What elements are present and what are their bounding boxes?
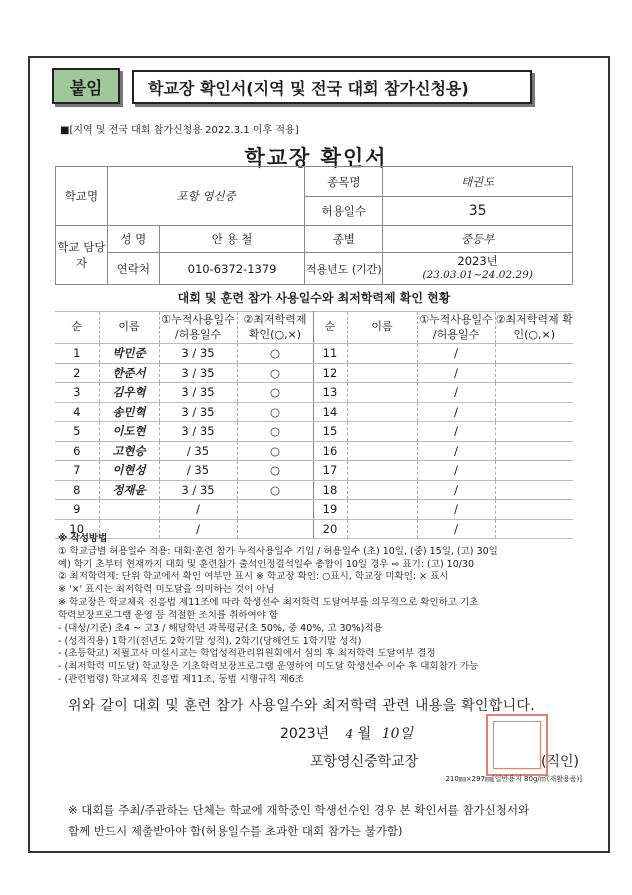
name-value: 안 용 철 [159,226,305,253]
table-row [55,363,573,383]
confirm-statement: 위와 같이 대회 및 훈련 참가 사용일수와 최저학력 관련 내용을 확인합니다. [68,698,535,714]
row-name-right [347,461,417,481]
table-row [55,422,573,442]
row-name: 한준서 [99,363,159,383]
row-check-right [495,500,573,520]
name-label: 성 명 [107,226,159,253]
period-value: (23.03.01~24.02.29) [422,269,533,282]
col-no: 순 [55,312,99,344]
col-no-right: 순 [313,312,347,344]
sport-value: 태권도 [383,167,573,197]
row-no-right: 13 [313,383,347,403]
category-value: 중등부 [383,226,573,253]
contact-value: 010-6372-1379 [159,253,305,285]
row-name: 김우혁 [99,383,159,403]
row-name-right [347,363,417,383]
footer-line-2: 함께 반드시 제출받아야 함(허용일수를 초과한 대회 참가는 불가함) [68,824,403,839]
row-days-right: / [417,383,495,403]
date-line [280,723,413,743]
row-days-right: / [417,519,495,539]
row-name-right [347,500,417,520]
row-name-right [347,402,417,422]
paper-spec: 210㎜×297㎜[일반용지 80g/㎡(재활용품)] [445,775,582,783]
row-no-right: 11 [313,344,347,364]
col-check-right: ②최저학력제 확인(○,×) [495,312,573,344]
row-days: 3 / 35 [159,344,237,364]
row-no: 3 [55,383,99,403]
row-check-right [495,402,573,422]
note-line: - (최저학력 미도달) 학교장은 기초학력보장프로그램 운영하여 미도달 학생선수 이수 후 대회참가 가능 [58,661,479,673]
row-no: 4 [55,402,99,422]
row-name: 정재윤 [99,480,159,500]
row-check-right [495,363,573,383]
table-row [55,383,573,403]
row-check-right [495,383,573,403]
row-check [237,500,313,520]
row-no-right: 20 [313,519,347,539]
row-no: 1 [55,344,99,364]
applicability-note: ■[지역 및 전국 대회 참가신청용 2022.3.1 이후 적용] [60,125,299,136]
school-label: 학교명 [56,167,108,226]
row-no-right: 19 [313,500,347,520]
row-no: 6 [55,441,99,461]
row-no: 5 [55,422,99,442]
row-check-right [495,441,573,461]
row-days: 3 / 35 [159,363,237,383]
col-check: ②최저학력제 확인(○,×) [237,312,313,344]
col-name-right: 이름 [347,312,417,344]
table-row [55,461,573,481]
row-name-right [347,344,417,364]
row-check-right [495,480,573,500]
row-check: ○ [237,363,313,383]
official-seal [486,714,548,776]
table-row [55,402,573,422]
row-name-right [347,422,417,442]
row-days: 3 / 35 [159,402,237,422]
row-no: 2 [55,363,99,383]
date-year: 2023년 [280,726,330,742]
table-row [55,441,573,461]
note-line: ※ 학교장은 학교체육 진흥법 제11조에 따라 학생선수 최저학력 도달여부를 의무적으로 확인하고 기초 [58,597,479,609]
row-days: / [159,519,237,539]
row-check-right [495,344,573,364]
note-line: ② 최저학력제: 단위 학교에서 확인 여부만 표시 ※ 학교장 확인: ○표시, 학교장 미확인: × 표시 [58,571,449,583]
attachment-badge: 붙임 [52,68,120,104]
seal-label: (직인) [541,754,579,770]
row-no-right: 15 [313,422,347,442]
table-row [55,344,573,364]
school-principal: 포항영신중학교장 [310,754,419,770]
usage-title: 대회 및 훈련 참가 사용일수와 최저학력제 확인 현황 [177,291,451,305]
row-no: 10 [55,519,99,539]
note-line: ① 학교급별 허용일수 적용: 대회·훈련 참가 누적사용일수 기입 / 허용일수 (초) 10일, (중) 15일, (고) 30일 [58,545,498,557]
header-title: 학교장 확인서(지역 및 전국 대회 참가신청용) [132,70,532,104]
row-days: / [159,500,237,520]
row-days: 3 / 35 [159,480,237,500]
row-name: 이도현 [99,422,159,442]
note-line: - (성적적용) 1학기(전년도 2학기말 성적), 2학기(당해연도 1학기말 성적) [58,635,362,647]
row-no-right: 17 [313,461,347,481]
col-name: 이름 [99,312,159,344]
note-line: - (초등학교) 지필고사 미실시교는 학업성적관리위원회에서 심의 후 최저학력 도달여부 결정 [58,648,436,660]
row-name-right [347,383,417,403]
row-no: 8 [55,480,99,500]
contact-label: 연락처 [107,253,159,285]
note-line: - (대상/기준) 초4 ~ 고3 / 해당학년 과목평균(초 50%, 중 40%, 고 30%)적용 [58,622,383,634]
frame-top [28,56,610,58]
date-month: 4 [345,727,354,741]
frame-right [608,56,610,851]
row-no-right: 18 [313,480,347,500]
days-value: 35 [383,197,573,226]
row-name-right [347,441,417,461]
col-days-right: ①누적사용일수 /허용일수 [417,312,495,344]
info-table [55,166,573,285]
row-check: ○ [237,402,313,422]
year-value: 2023년 [457,254,498,269]
row-days: / 35 [159,461,237,481]
row-days-right: / [417,344,495,364]
document-title: 학교장 확인서 [244,146,388,170]
row-check: ○ [237,344,313,364]
row-days-right: / [417,480,495,500]
row-days-right: / [417,402,495,422]
school-value: 포항 영신중 [107,167,305,226]
row-check: ○ [237,441,313,461]
note-line: 예) 학기 초부터 현재까지 대회 및 훈련참가 출석인정결석일수 총합이 10일 경우 ⇨ 표기: (고) 10/30 [58,558,475,570]
row-check: ○ [237,383,313,403]
row-days: 3 / 35 [159,383,237,403]
row-days-right: / [417,461,495,481]
usage-table [55,311,573,539]
year-cell [383,253,573,285]
frame-left [28,56,30,851]
table-row [55,480,573,500]
row-name: 이현성 [99,461,159,481]
row-days: / 35 [159,441,237,461]
row-check-right [495,422,573,442]
row-days-right: / [417,363,495,383]
row-days-right: / [417,500,495,520]
note-line: ※ 작성방법 [58,533,108,544]
date-day: 10일 [381,726,414,742]
row-days: 3 / 35 [159,422,237,442]
year-label: 적용년도 (기간) [305,253,383,285]
sport-label: 종목명 [305,167,383,197]
row-name-right [347,480,417,500]
row-name: 고현승 [99,441,159,461]
row-check-right [495,461,573,481]
row-no: 9 [55,500,99,520]
category-label: 종별 [305,226,383,253]
table-row [55,500,573,520]
row-no-right: 12 [313,363,347,383]
instructions [58,533,578,687]
note-line: - (관련법령) 학교체육 진흥법 제11조, 동법 시행규칙 제6조 [58,673,304,685]
row-name: 송민혁 [99,402,159,422]
footer-note [68,800,588,843]
row-no-right: 14 [313,402,347,422]
row-days-right: / [417,422,495,442]
row-days-right: / [417,441,495,461]
col-days: ①누적사용일수 /허용일수 [159,312,237,344]
row-no-right: 16 [313,441,347,461]
row-name: 박민준 [99,344,159,364]
footer-line-1: ※ 대회를 주최/주관하는 단체는 학교에 재학중인 학생선수인 경우 본 확인서를 참가신청서와 [68,803,530,817]
row-check: ○ [237,422,313,442]
days-label: 허용일수 [305,197,383,226]
note-line: ※ '×' 표시는 최저학력 미도달을 의미하는 것이 아님 [58,584,275,596]
manager-label: 학교 담당자 [56,226,108,285]
row-check: ○ [237,461,313,481]
frame-bottom [28,851,610,853]
date-month-unit: 월 [357,726,372,742]
row-name [99,500,159,520]
note-line: 학력보장프로그램 운영 등 적절한 조치를 취하여야 함 [58,609,279,621]
row-check: ○ [237,480,313,500]
row-no: 7 [55,461,99,481]
